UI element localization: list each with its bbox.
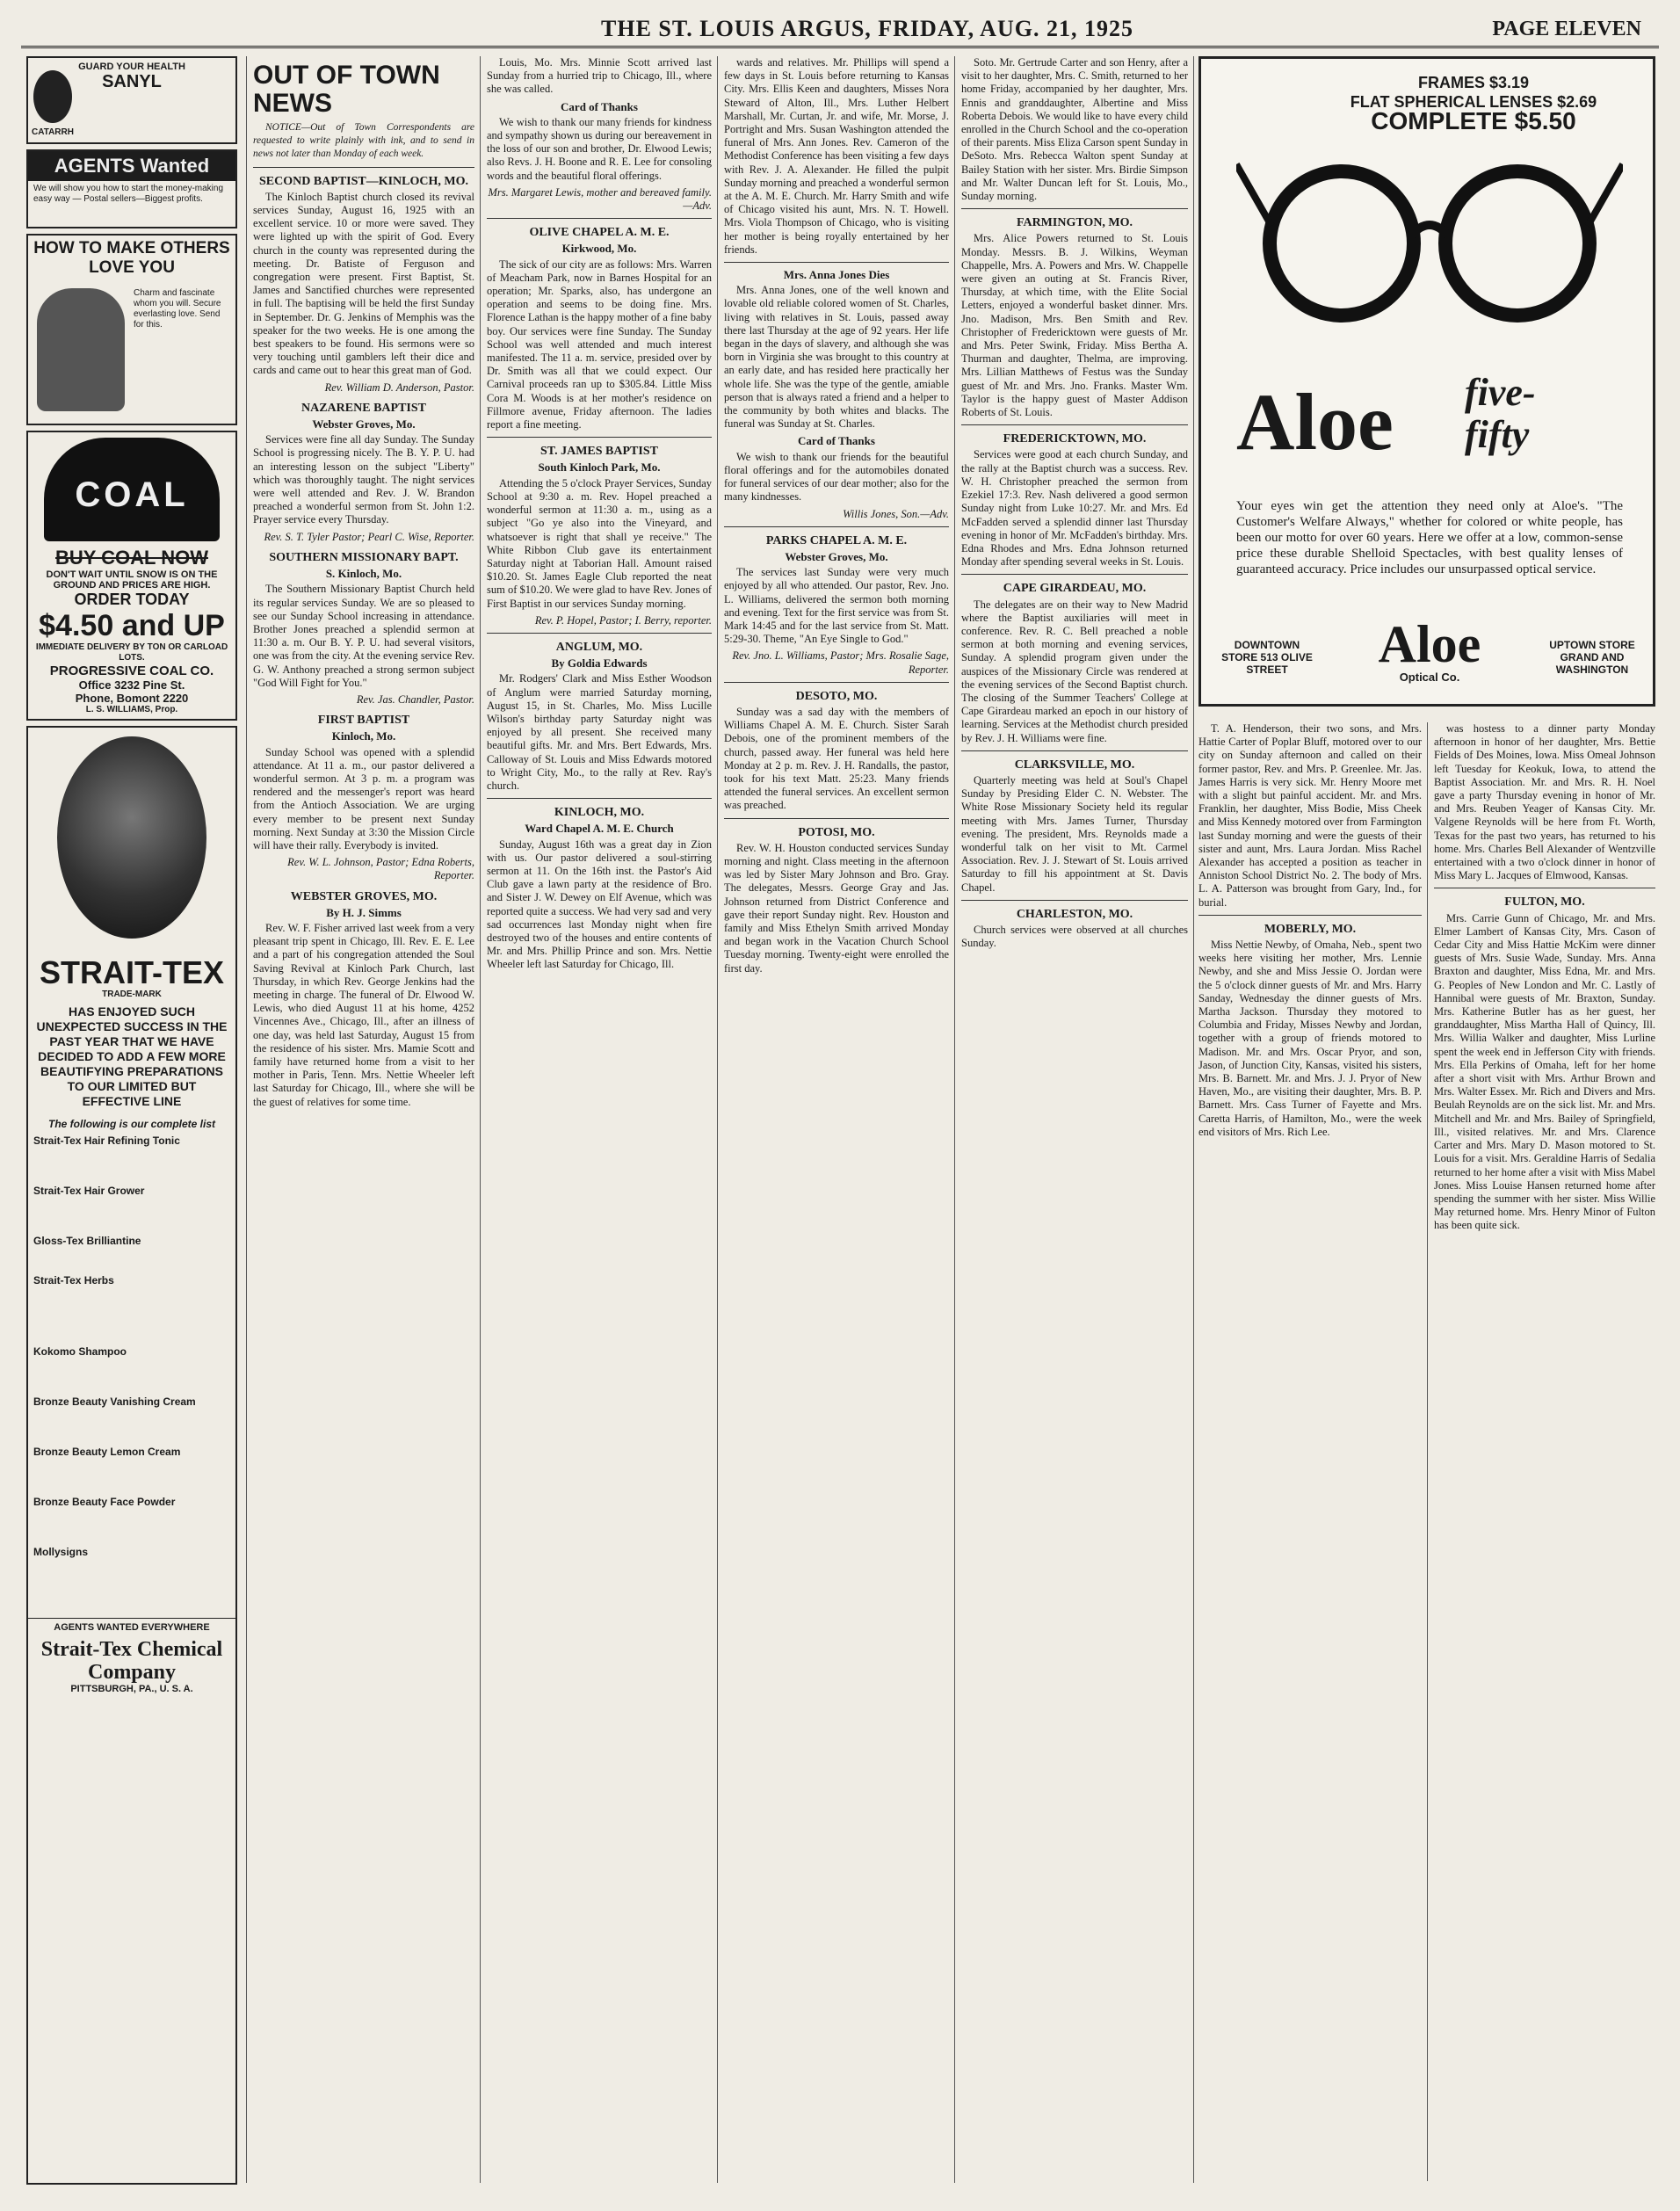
article-signature: Mrs. Margaret Lewis, mother and bereaved family.—Adv. (488, 185, 712, 213)
woman-illustration-icon (37, 288, 125, 411)
coal-ad-headline: BUY COAL NOW (55, 547, 208, 569)
article-body: Attending the 5 o'clock Prayer Services, Sunday School at 9:30 a. m. Rev. Hopel preached a wonderful sermon at 11:30 a. m., using as a subject "Go ye also into the Vineyard, and whatsoever is right that shall ye receive." The White Ribbon Club gave its entertainment Saturday night at Taborian Hall. Amount raised $10.20. St. James Eagle Club reported the neat sum of $10.20. We were glad to have Rev. Jones of First Baptist in our services Sunday morning. (487, 476, 712, 610)
love-ad-text: Charm and fascinate whom you will. Secure everlasting love. Send for this. (134, 288, 221, 330)
article-signature: Rev. P. Hopel, Pastor; I. Berry, reporter. (534, 613, 712, 627)
article-heading: WEBSTER GROVES, MO. (290, 889, 438, 903)
column-5 (1198, 722, 1422, 2181)
product-list-item: Kokomo Shampoo (33, 1345, 127, 1358)
product-list-item: Bronze Beauty Vanishing Cream (33, 1395, 196, 1408)
aloe-body-text: Your eyes win get the attention they need only at Aloe's. "The Customer's Welfare Always," whether for colored or white people, has been our motto for over 60 years. Here we offer at a low, common-sense price these durable Shelloid Spectacles, with best quality lenses of guaranteed accuracy. Price includes our unsurpassed optical service. (1236, 499, 1623, 576)
frames-price: FRAMES $3.19 (1417, 74, 1530, 91)
aloe-footer (1219, 613, 1640, 692)
article-heading: DESOTO, MO. (795, 689, 878, 703)
article-body: Mrs. Carrie Gunn of Chicago, Mr. and Mrs. Elmer Lambert of Kansas City, Mrs. Cason of Cedar City and Miss Hattie McKim were dinner guests of Mrs. Susie Wade, Sunday. Mrs. Anna Braxton and daughter, Miss Edna, Mr. and Mrs. G. Peoples of New London and Mr. C. Lastly of Hannibal were guests of Mr. Braxton, Sunday. Mrs. Katherine Butler has as her guest, her granddaughter, Miss Martha Hall of Quincy, Ill. Mrs. Willia Walker and daughter, Miss Lurline spent the week end in Jefferson City with friends. Mrs. Ella Perkins of Omaha, left for her home after a short visit with Mrs. Arthur Brown and Mrs. Walter Essex. Mr. Rich and Divers and Mrs. Beulah Reynolds are on the sick list. Mr. and Mrs. Mitchell and Mr. and Mrs. Bailey of Springfield, Ill., visited relatives. Mr. and Mrs. Clarence Carter and Mrs. Mary D. Mason motored to St. Louis for a visit. Mrs. Geraldine Harris of Sedalia returned to her home after a visit with Miss Mabel Jones. Miss Louise Hansen returned home after spending the summer with her sister. Miss Willie May returned home. Mrs. Henry Minor of Fulton has been quite sick. (1434, 911, 1655, 1232)
complete-price: COMPLETE $5.50 (1371, 107, 1576, 134)
coal-ad-warning: DON'T WAIT UNTIL SNOW IS ON THE GROUND AND PRICES ARE HIGH. (46, 569, 218, 591)
strait-tex-address: PITTSBURGH, PA., U. S. A. (70, 1684, 193, 1694)
article-body: The services last Sunday were very much enjoyed by all who attended. Our pastor, Rev. Jno. L. Williams, delivered the sermon both morning and evening. Text for the first service was from St. Mark 14:45 and for the last service from St. Matt. 5:29-30. Theme, "An Eye Single to God." (724, 566, 949, 646)
article-heading: ST. JAMES BAPTIST (540, 445, 658, 459)
downtown-store: DOWNTOWN STORE 513 OLIVE STREET (1221, 639, 1313, 676)
agents-ad-text: We will show you how to start the money-making easy way — Postal sellers—Biggest profits. (33, 184, 224, 204)
article-heading: POTOSI, MO. (798, 825, 875, 839)
coal-ad-order: ORDER TODAY (74, 591, 190, 608)
strait-tex-ad (26, 726, 237, 2185)
woman-portrait-icon (57, 736, 206, 939)
article-heading: FULTON, MO. (1504, 895, 1585, 910)
strait-tex-brand: STRAIT-TEX (39, 954, 224, 990)
product-list-item: Strait-Tex Hair Grower (33, 1185, 145, 1197)
article-body: Sunday was a sad day with the members of Williams Chapel A. M. E. Church. Sister Sarah Debois, one of the prominent members of the church, passed away. Her funeral was held here Monday at 2 p. m. Rev. J. H. Randalls, the pastor, took for his text Matt. 25:23. Many friends attended the funeral services. An excellent sermon was preached. (724, 705, 949, 812)
advertisement-column (21, 56, 243, 2193)
column-divider (954, 56, 955, 2183)
slogan-fifty: fifty (1465, 413, 1530, 456)
love-ad (26, 234, 237, 425)
article-subheading: By Goldia Edwards (551, 656, 648, 671)
sanyl-ad-tag: CATARRH (32, 127, 74, 137)
article-body: Church services were observed at all churches Sunday. (961, 923, 1188, 950)
slogan-five: five- (1465, 371, 1536, 414)
article-body: Louis, Mo. Mrs. Minnie Scott arrived last Sunday from a hurried trip to Chicago, Ill., where she was called. (487, 56, 712, 96)
column-divider (1427, 722, 1428, 2181)
article-heading: MOBERLY, MO. (1264, 922, 1357, 936)
article-signature: Willis Jones, Son.—Adv. (843, 507, 949, 520)
article-body: Rev. W. H. Houston conducted services Sunday morning and night. Class meeting in the afternoon was led by Sister Mary Johnson and Bro. Gray. The delegates, Messrs. George Gray and Jas. Johnson returned from District Conference and gave their report Sunday night. Rev. Houston and family and Miss Ethelyn Smith arrived Monday and began work in the Vacation Church School Tuesday morning. Twenty-eight were enrolled the first day. (724, 841, 949, 975)
column-6 (1434, 722, 1655, 2181)
strait-tex-list-title: The following is our complete list (47, 1118, 215, 1130)
article-heading: KINLOCH, MO. (554, 806, 645, 820)
article-heading: PARKS CHAPEL A. M. E. (765, 533, 908, 547)
article-heading: FARMINGTON, MO. (1016, 216, 1133, 230)
coal-ad (26, 431, 237, 721)
sanyl-bottle-icon (33, 70, 72, 123)
coal-ad-price: $4.50 and UP (39, 609, 225, 642)
article-body: was hostess to a dinner party Monday afternoon in honor of her daughter, Mrs. Bettie Fields of Des Moines, Iowa. Miss Omeal Johnson left Tuesday for Keokuk, Iowa, to attend the Baptist Association. Mr. and Mrs. R. H. Noel gave a party Thursday evening in honor of Mr. and Mrs. Reuben Yeager of Kansas City. Mr. Valgene Reynolds will be here from Ft. Worth, Texas for the past two years, has returned to his home. Mrs. Charles Bell Alexander of Wentzville entertained with a two o'clock dinner in honor of Miss Mary L. Jacques of Elmwood, Kansas. (1434, 722, 1655, 882)
sanyl-ad-line: GUARD YOUR HEALTH (78, 62, 185, 72)
article-body: wards and relatives. Mr. Phillips will spend a few days in St. Louis before returning to Kansas City. Mrs. Ellis Keen and daughters, Misses Nora Steward of Alton, Ill., Mrs. Luther Helbert Marshall, Mr. Curtan, Jr. and wife, Mr. Morse, J. Portright and Mrs. Susan Washington attended the funeral of Mrs. Ann Jones. Rev. Cameron of the Methodist Conference has been visiting a few days with Rev. J. A. Alexander. He filled the pulpit Sunday morning and preached a wonderful sermon at the A. M. E. Church. Mr. Harry Smith and wife of Chicago visited his aunt, Mrs. N. T. Howell. Mrs. Viola Thompson of Chicago, who is visiting her mother is being royally entertained by her friends. (724, 56, 949, 256)
article-body: Mr. Rodgers' Clark and Miss Esther Woodson of Anglum were married Saturday morning, August 15, in St. Charles, Mo. Miss Lucille Wilson's birthday party Saturday night was enjoyed by all present. She received many beautiful gifts. Mr. and Mrs. Bert Edwards, Mrs. Calloway of St. Louis and Miss Edwards motored to Wright City, Mo., to the rally at Rev. Ray's church. (487, 672, 712, 792)
article-subheading: Kinloch, Mo. (331, 729, 396, 743)
article-body: T. A. Henderson, their two sons, and Mrs. Hattie Carter of Poplar Bluff, motored over to our city on Sunday afternoon and called on their former pastor, Rev. and Mrs. P. Greenlee. Mr. Jas. James Harris is very sick. Mr. Henry Moore met with a slight but painful accident. Mr. and Mrs. Franklin, her daughter, Miss Bodie, Miss Cheek and Miss Kennedy motored over from Farmington last Sunday morning and were the guests of their sister and aunt, Mrs. Laura Jordan. Miss Rachel Alexander has accepted a position as teacher in Anniston School District No. 2. The body of Mrs. L. A. Patterson was brought from Gary, Ind., for burial. (1198, 722, 1422, 909)
agents-ad (26, 149, 237, 228)
article-body: Quarterly meeting was held at Soul's Chapel Sunday by Presiding Elder C. N. Webster. The White Rose Missionary Society held its regular meeting with Mrs. James Turner, Thursday evening. The president, Mrs. Reynolds made a wonderful talk on her visit to Mt. Carmel Association. Rev. J. J. Stewart of St. Louis arrived Saturday to fill his appointment at St. Davis Chapel. (961, 773, 1188, 894)
notice-text: NOTICE—Out of Town Correspondents are requested to write plainly with ink, and to send in news not later than Monday of each week. (253, 122, 474, 160)
aloe-logo: Aloe (1236, 377, 1394, 467)
coal-ad-proprietor: L. S. WILLIAMS, Prop. (85, 705, 178, 714)
spectacles-icon (1236, 107, 1623, 323)
article-body: Sunday School was opened with a splendid attendance. At 11 a. m., our pastor delivered a wonderful sermon. At 3 p. m. a program was rendered and the messenger's report was heard from the Antioch Association. We are urging every member to be present next Sunday morning. Next Sunday at 3:30 the Mission Circle will have their rally. Everybody is invited. (253, 745, 474, 852)
article-heading: Mrs. Anna Jones Dies (783, 268, 890, 282)
lenses-price: FLAT SPHERICAL LENSES $2.69 (1350, 93, 1597, 111)
column-divider (246, 56, 247, 2183)
coal-heap-icon: COAL (44, 438, 220, 541)
article-signature: Rev. S. T. Tyler Pastor; Pearl C. Wise, Reporter. (264, 530, 474, 543)
article-subheading: Kirkwood, Mo. (561, 242, 637, 256)
coal-ad-delivery: IMMEDIATE DELIVERY BY TON OR CARLOAD LOTS. (35, 642, 228, 663)
article-subheading: Webster Groves, Mo. (312, 417, 416, 431)
article-heading: FREDERICKTOWN, MO. (1003, 432, 1147, 446)
aloe-footer-logo: Aloe (1378, 615, 1481, 673)
article-signature: Rev. William D. Anderson, Pastor. (324, 381, 474, 394)
aloe-optical-ad (1198, 56, 1655, 707)
aloe-slogan (1465, 372, 1536, 456)
column-1 (253, 56, 474, 2183)
article-heading: NAZARENE BAPTIST (301, 401, 426, 415)
article-heading: CLARKSVILLE, MO. (1014, 758, 1135, 772)
product-list-item: Bronze Beauty Face Powder (33, 1496, 176, 1508)
article-subheading: Webster Groves, Mo. (785, 549, 888, 563)
section-banner: OUT OF TOWN NEWS (253, 61, 440, 118)
page-number: PAGE ELEVEN (1492, 18, 1641, 40)
coal-ad-phone: Phone, Bomont 2220 (75, 692, 189, 705)
strait-tex-pitch: HAS ENJOYED SUCH UNEXPECTED SUCCESS IN THE PAST YEAR THAT WE HAVE DECIDED TO ADD A FEW MORE BEAUTIFYING PREPARATIONS TO OUR LIMITED BUT EFFECTIVE LINE (36, 1004, 228, 1108)
product-list-item: Bronze Beauty Lemon Cream (33, 1446, 181, 1458)
article-heading: FIRST BAPTIST (317, 714, 410, 728)
article-body: Miss Nettie Newby, of Omaha, Neb., spent two weeks here visiting her mother, Mrs. Lennie Newby, and she and Miss Jessie O. Jordan were the 5 o'clock dinner guests of Mr. and Mrs. Harry Sanday, Wednesday the dinner guests of Mrs. Martha Jackson. Thursday they motored to Columbia and Friday, Misses Newby and Jordan, together with a group of friends motored to Madison. Mr. and Mrs. Oscar Pryor, and son, Jason, of Junction City, Kansas, visited his sisters, Mrs. B. Barnett. Mr. and Mrs. J. J. Pryor of New Haven, Mo., are visiting their daughter, Mrs. B. P. Barnett. Mrs. Cass Turner of Fayette and Mrs. Caretta Harris, of Hamilton, Mo., were the week end visitors of Mrs. Rich Lee. (1198, 939, 1422, 1138)
article-subheading: By H. J. Simms (326, 905, 402, 919)
article-heading: ANGLUM, MO. (555, 640, 643, 654)
newspaper-page (21, 11, 1659, 2200)
article-body: The Southern Missionary Baptist Church held its regular services Sunday. We are so pleased to see our Sunday School increasing in attendance. Brother Jones preached a splendid sermon at 11:30 a. m. Our B. Y. P. U. had several visitors, one was from the city. At the evening service Rev. G. W. Anthony preached a strong sermon subject "God Will Fight for You." (253, 583, 474, 689)
optical-company: Optical Co. (1399, 671, 1460, 684)
article-heading: SECOND BAPTIST—KINLOCH, MO. (258, 174, 469, 188)
article-subheading: S. Kinloch, Mo. (325, 567, 402, 581)
product-list-item: Strait-Tex Hair Refining Tonic (33, 1134, 180, 1147)
column-3 (724, 56, 949, 2183)
article-signature: Rev. Jas. Chandler, Pastor. (356, 692, 474, 706)
masthead-title: THE ST. LOUIS ARGUS, FRIDAY, AUG. 21, 1925 (601, 16, 1133, 41)
uptown-store: UPTOWN STORE GRAND AND WASHINGTON (1549, 639, 1635, 676)
product-list-item: Mollysigns (33, 1546, 89, 1558)
article-body: Services were fine all day Sunday. The Sunday School is progressing nicely. The B. Y. P. U. had an interesting lesson on the subject "Liberty" which was thoroughly taught. The night services were well attended and Rev. J. W. Brandon preached a wonderful sermon from St. John 1:2. Prayer service every Thursday. (253, 433, 474, 526)
article-body: Mrs. Anna Jones, one of the well known and lovable old reliable colored women of St. Charles, living with relatives in St. Louis, passed away there last Thursday at the age of 92 years. Her life began in the days of slavery, and although she was born in Virginia she was brought to this country at an early date, and has resided here practically her whole life. She was the type of the gentle, amiable person that is always rated a friend and a helper to the community by both whites and blacks. The funeral was Sunday at St. Charles. (724, 284, 949, 431)
article-signature: Rev. Jno. L. Williams, Pastor; Mrs. Rosalie Sage, Reporter. (732, 649, 949, 676)
article-heading: OLIVE CHAPEL A. M. E. (529, 226, 670, 240)
article-body: Services were good at each church Sunday, and the rally at the Baptist church was a success. Rev. W. H. Christopher preached the sermon from Ezekiel 17:3. Rev. Nash delivered a good sermon Sunday night from Luke 10:27. Mr. and Mrs. Ed McFadden served a splendid dinner last Thursday evening in honor of Mr. McFadden's birthday. Mrs. Edna Rhodes and Mrs. Edna Johnson returned Monday after spending several weeks in St. Louis. (961, 448, 1188, 569)
product-list-item: Strait-Tex Herbs (33, 1274, 114, 1287)
strait-tex-agents: AGENTS WANTED EVERYWHERE (28, 1618, 235, 1633)
article-body: Soto. Mr. Gertrude Carter and son Henry, after a visit to her daughter, Mrs. C. Smith, returned to her home Friday, accompanied by her daughter, Mrs. Ennis and granddaughter, Albertine and Miss Roberta Debois. We would like to have every child enrolled in the Church School and the co-operation of their parents. Miss Eliza Carson spent Sunday in DeSoto. Mrs. Rebecca Walton spent Sunday at Bailey Station with her sister. Mrs. Birdie Simpson and Mr. Walter Duncan left for St. Louis, Mo., Sunday morning. (961, 56, 1188, 203)
column-divider (1193, 56, 1194, 2183)
article-heading: Card of Thanks (798, 434, 875, 448)
article-heading: CAPE GIRARDEAU, MO. (1003, 582, 1147, 596)
article-body: The sick of our city are as follows: Mrs. Warren of Meacham Park, now in Barnes Hospital for an operation; Mr. Sparks, also, has undergone an operation and seems to be doing fine. Mrs. Florence Lathan is the happy mother of a fine baby boy. Our services were fine Sunday. The Sunday School was well attended and much interest manifested. The 11 a. m. service, presided over by Dr. Smith was all that we could expect. Our Carnival proceeds ran up to $305.84. Little Miss Cora M. Woods is at her mother's residence on Fillmore avenue, Friday afternoon. The ladies report a fine meeting. (487, 257, 712, 431)
agents-ad-title: AGENTS Wanted (28, 151, 235, 181)
column-2 (487, 56, 712, 2183)
article-body: Mrs. Alice Powers returned to St. Louis Monday. Messrs. B. J. Wilkins, Weyman Chappelle, Mrs. A. Powers and Mrs. W. Chappelle were given an outing at St. Francis River, Thursday, at which time, with the Elite Social Letters, enjoyed a wonderful basket dinner. Mrs. Jno. Madison, Mrs. Ben Smith and Rev. Christopher of Fredericktown were guests of Mr. and Mrs. Peter Swink, Friday. Miss Bertha A. Thurman and daughter, Thelma, are improving. Mrs. Lillian Matthews of Festus was the Sunday guest of Mr. and Mrs. Jno. Franks. Master Wm. Taylor is the happy guest of Master Addison Roberts of St. Louis. (961, 232, 1188, 419)
article-signature: Rev. W. L. Johnson, Pastor; Edna Roberts, Reporter. (287, 856, 474, 882)
product-list-item: Gloss-Tex Brilliantine (33, 1235, 141, 1247)
strait-tex-trademark: TRADE-MARK (102, 990, 162, 999)
strait-tex-company: Strait-Tex Chemical Company (40, 1638, 223, 1684)
article-body: The delegates are on their way to New Madrid where the Baptist auxiliaries will meet in conference. Rev. R. C. Bell preached a noble sermon at both morning and evening services, Sunday. A splendid program given under the auspices of the Missionary Circle was rendered at the evening services of the Second Baptist church. The closing of the Summer Teachers' College at Cape Girardeau marked an epoch in our history of learning. Services at the Methodist church presided by Rev. J. H. Williams were fine. (961, 598, 1188, 744)
masthead (21, 11, 1659, 48)
article-heading: Card of Thanks (561, 99, 638, 113)
column-divider (480, 56, 481, 2183)
sanyl-ad (26, 56, 237, 144)
love-ad-title: HOW TO MAKE OTHERS LOVE YOU (33, 239, 230, 277)
article-heading: CHARLESTON, MO. (1016, 907, 1133, 921)
article-body: Rev. W. F. Fisher arrived last week from a very pleasant trip spent in Chicago, Ill. Rev. E. E. Lee and a part of his congregation attended the Soul Saving Revival at Kinloch Park Church, last Thursday, in which Rev. George Jenkins had the meeting in charge. The funeral of Dr. Elwood W. Lewis, who died August 11 at his home, 4252 Vincennes Ave., Chicago, Ill., after an illness of one day, was held last Saturday, August 15 from the residence of his sister. Mrs. Mamie Scott and family have returned home from a visit to her mother in Paris, Tenn. Mrs. Nettie Wheeler left last Saturday for Chicago, Ill., where she will be the guest of relatives for some time. (253, 921, 474, 1108)
article-body: Sunday, August 16th was a great day in Zion with us. Our pastor delivered a soul-stirring sermon at 11. On the 16th inst. the Pastor's Aid Club gave a lawn party at the residence of Bro. and Sister J. W. Dewey on Elf Avenue, which was reported quite a success. We had very sad and very sad occurrences last Monday night when fire destroyed two of the houses and entire contents of Mr. and Mrs. Phillip Prince and son. Mrs. Nettie Wheeler left last Saturday for Chicago, Ill. (487, 837, 712, 971)
article-subheading: Ward Chapel A. M. E. Church (525, 822, 674, 836)
article-body: We wish to thank our many friends for kindness and sympathy shown us during our bereavement in the loss of our son and brother, Dr. Elwood Lewis; also Revs. J. H. Boone and R. E. Lee for consoling words and the beautiful floral offerings. (487, 115, 712, 182)
article-heading: SOUTHERN MISSIONARY BAPT. (269, 550, 459, 564)
coal-ad-company: PROGRESSIVE COAL CO. (49, 663, 214, 678)
sanyl-ad-brand: SANYL (102, 72, 162, 91)
column-divider (717, 56, 718, 2183)
article-subheading: South Kinloch Park, Mo. (538, 460, 661, 475)
coal-ad-address: Office 3232 Pine St. (78, 678, 185, 692)
article-body: The Kinloch Baptist church closed its revival services Sunday, August 16, 1925 with an excellent service. 10 or more were saved. They were lighted up with the spirit of God. Every church in the county was represented during the meeting. Dr. Batiste of Ferguson and congregation were present. First Baptist, St. James and Sanctified churches were represented in full. The baptising will be held the first Sunday in September. Dr. G. Jenkins of Memphis was the speaker for the two weeks. He is one among the best speakers to be found. His sermons were so very touching until gamblers left their dice and cards and came out to hear this great man of God. (253, 190, 474, 377)
article-body: We wish to thank our friends for the beautiful floral offerings and for the automobiles donated for funeral services of our dear mother; also for the many kindnesses. (724, 450, 949, 504)
column-4 (961, 56, 1188, 2183)
